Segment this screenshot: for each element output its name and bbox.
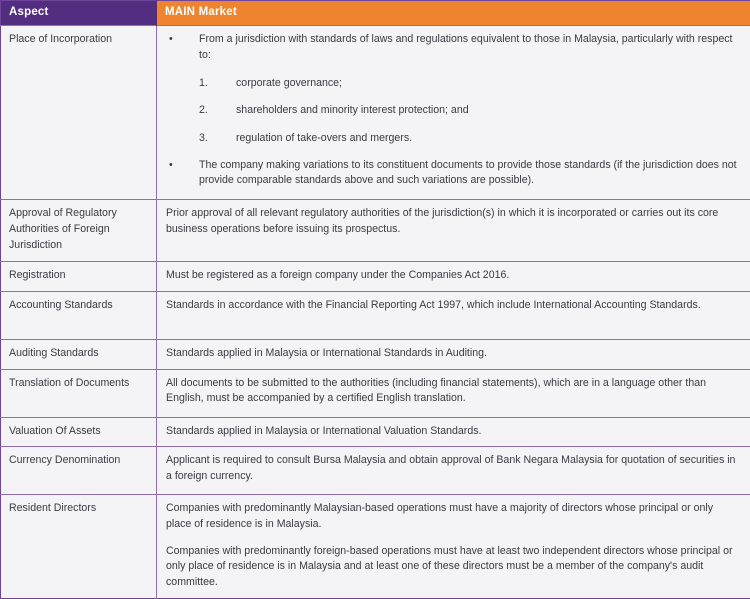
aspect-label-resident-directors: Resident Directors xyxy=(1,495,157,598)
paragraph: Prior approval of all relevant regulatory authorities of the jurisdiction(s) in which it is incorporated or carries out its core business operations before issuing its prospectus. xyxy=(166,206,740,237)
table-row xyxy=(1,447,750,495)
aspect-label-valuation-of-assets: Valuation Of Assets xyxy=(1,417,157,447)
bullet-icon: • xyxy=(169,32,173,48)
paragraph: Companies with predominantly foreign-based operations must have at least two independent directors whose principal or only place of residence is in Malaysia and at least one of these directors must be a member of the company's audit committee. xyxy=(166,544,740,591)
paragraph: All documents to be submitted to the authorities (including financial statements), which are in a language other than English, must be accompanied by a certified English translation. xyxy=(166,376,740,407)
table-row xyxy=(1,26,750,200)
table-row xyxy=(1,262,750,292)
list-item xyxy=(166,158,740,189)
column-header-main-market: MAIN Market xyxy=(157,1,750,26)
list-number-2: 2. xyxy=(199,103,208,119)
content-accounting-standards xyxy=(157,291,750,339)
numbered-list xyxy=(199,76,740,147)
table-row xyxy=(1,417,750,447)
numbered-text: corporate governance; xyxy=(236,77,342,89)
content-auditing-standards xyxy=(157,339,750,369)
list-item xyxy=(199,131,740,147)
content-resident-directors xyxy=(157,495,750,598)
bullet-icon: • xyxy=(169,158,173,174)
table-row xyxy=(1,339,750,369)
content-valuation-of-assets xyxy=(157,417,750,447)
content-approval-of-regulatory-authorities xyxy=(157,200,750,262)
content-translation-of-documents xyxy=(157,369,750,417)
table-header-row xyxy=(1,1,750,26)
content-currency-denomination xyxy=(157,447,750,495)
aspect-label-approval-of-regulatory-authorities: Approval of Regulatory Authorities of Foreign Jurisdiction xyxy=(1,200,157,262)
aspect-label-accounting-standards: Accounting Standards xyxy=(1,291,157,339)
list-number-1: 1. xyxy=(199,76,208,92)
list-number-3: 3. xyxy=(199,131,208,147)
list-item xyxy=(199,103,740,119)
paragraph: Standards in accordance with the Financial Reporting Act 1997, which include International Accounting Standards. xyxy=(166,298,740,314)
list-item xyxy=(166,32,740,146)
aspect-label-place-of-incorporation: Place of Incorporation xyxy=(1,26,157,200)
table-row xyxy=(1,369,750,417)
content-registration xyxy=(157,262,750,292)
content-place-of-incorporation xyxy=(157,26,750,200)
paragraph: Standards applied in Malaysia or International Valuation Standards. xyxy=(166,424,740,440)
bullet-text: From a jurisdiction with standards of laws and regulations equivalent to those in Malaysia, particularly with respect to: xyxy=(199,33,732,61)
aspect-label-translation-of-documents: Translation of Documents xyxy=(1,369,157,417)
table-header xyxy=(1,1,750,26)
aspect-label-auditing-standards: Auditing Standards xyxy=(1,339,157,369)
table-row xyxy=(1,495,750,598)
bullet-text: The company making variations to its constituent documents to provide those standards (if the jurisdiction does not provide comparable standards above and such variations are possible). xyxy=(199,159,737,187)
table-row xyxy=(1,291,750,339)
paragraph: Companies with predominantly Malaysian-based operations must have a majority of directors whose principal or only place of residence is in Malaysia. xyxy=(166,501,740,532)
paragraph: Applicant is required to consult Bursa Malaysia and obtain approval of Bank Negara Malaysia for quotation of securities in a foreign currency. xyxy=(166,453,740,484)
numbered-text: shareholders and minority interest protection; and xyxy=(236,104,469,116)
list-item xyxy=(199,76,740,92)
bullet-list xyxy=(166,32,740,189)
column-header-aspect: Aspect xyxy=(1,1,157,26)
paragraph: Standards applied in Malaysia or International Standards in Auditing. xyxy=(166,346,740,362)
aspect-label-currency-denomination: Currency Denomination xyxy=(1,447,157,495)
paragraph: Must be registered as a foreign company under the Companies Act 2016. xyxy=(166,268,740,284)
numbered-text: regulation of take-overs and mergers. xyxy=(236,132,412,144)
table-body xyxy=(1,26,750,598)
aspect-label-registration: Registration xyxy=(1,262,157,292)
table-row xyxy=(1,200,750,262)
